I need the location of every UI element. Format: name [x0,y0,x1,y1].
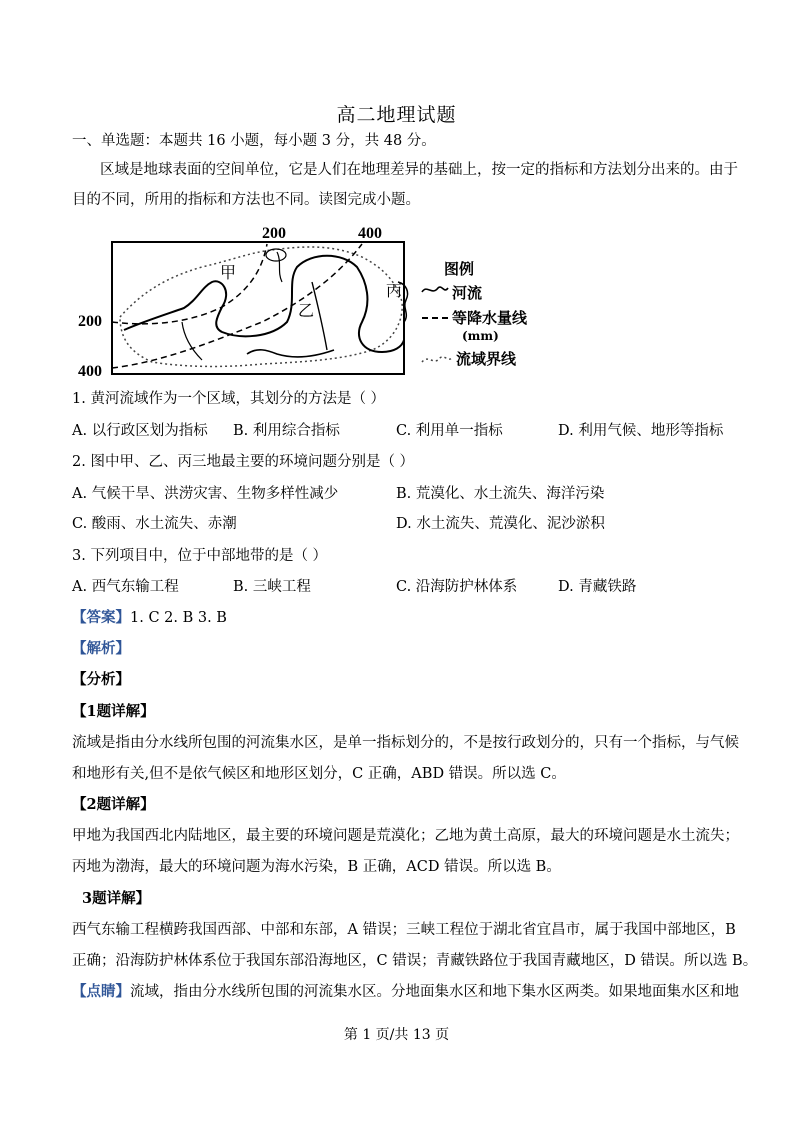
answer-label: 【答案】 [72,609,130,626]
legend-isohyet-label: 等降水量线 [452,309,528,327]
q3-option-c: C. 沿海防护林体系 [396,579,518,595]
yellow-river [124,256,404,352]
yellow-river-basin-map [72,222,542,384]
map-frame [112,242,404,374]
tributary-north [277,252,282,282]
answer-text: 1. C 2. B 3. B [130,610,227,626]
detail-1-line-2: 和地形有关,但不是依气候区和地形区划分，C 正确，ABD 错误。所以选 C。 [72,766,566,782]
question-2-stem: 2. 图中甲、乙、丙三地最主要的环境问题分别是（ ） [72,454,415,470]
q1-option-c: C. 利用单一指标 [396,423,503,439]
legend-boundary-icon [422,357,452,362]
isohyet-label-top-400: 400 [358,225,382,242]
q2-option-c: C. 酸雨、水土流失、赤潮 [72,516,237,532]
tributary-fen [312,282,327,350]
detail-2-line-1: 甲地为我国西北内陆地区，最主要的环境问题是荒漠化；乙地为黄土高原，最大的环境问题是水土流失； [72,828,739,844]
tip-row [72,982,739,1002]
detail-1-line-1: 流域是指由分水线所包围的河流集水区，是单一指标划分的，不是按行政划分的，只有一个指标，与气候 [72,735,739,751]
isohyet-label-top-200: 200 [262,225,286,242]
question-3-stem: 3. 下列项目中，位于中部地带的是（ ） [72,548,328,564]
detail-1-label: 【1题详解】 [72,703,155,720]
section-heading: 一、单选题：本题共 16 小题，每小题 3 分，共 48 分。 [72,133,436,149]
tributary-tao [182,322,202,360]
detail-3-line-1: 西气东输工程横跨我国西部、中部和东部，A 错误；三峡工程位于湖北省宜昌市，属于我国中部地区，B [72,922,736,938]
q1-option-d: D. 利用气候、地形等指标 [558,423,724,439]
place-label-jia: 甲 [220,263,237,282]
q2-option-d: D. 水土流失、荒漠化、泥沙淤积 [396,516,605,532]
legend-river-label: 河流 [452,284,483,302]
legend-title: 图例 [444,260,475,278]
intro-line-1: 区域是地球表面的空间单位，它是人们在地理差异的基础上，按一定的指标和方法划分出来的。由于 [100,162,738,178]
detail-3-label: 3题详解】 [82,890,151,907]
detail-3-line-2: 正确；沿海防护林体系位于我国东部沿海地区，C 错误；青藏铁路位于我国青藏地区，D 错误。所以选 B。 [72,953,758,969]
analysis-label: 【解析】 [72,640,130,657]
tributary-wei [247,350,334,357]
detail-2-line-2: 丙地为渤海，最大的环境问题为海水污染，B 正确，ACD 错误。所以选 B。 [72,859,561,875]
intro-line-2: 目的不同，所用的指标和方法也不同。读图完成小题。 [72,192,420,208]
q2-option-b: B. 荒漠化、水土流失、海洋污染 [396,486,605,502]
isohyet-label-left-400: 400 [78,363,102,380]
question-1-stem: 1. 黄河流域作为一个区域，其划分的方法是（ ） [72,391,386,407]
tip-text: 流域，指由分水线所包围的河流集水区。分地面集水区和地下集水区两类。如果地面集水区和地 [130,984,739,1000]
page-title: 高二地理试题 [336,104,457,126]
q3-option-a: A. 西气东输工程 [72,579,179,595]
place-label-bing: 丙 [386,281,403,300]
legend-unit: (mm) [462,329,499,343]
isohyet-400 [112,244,362,368]
isohyet-label-left-200: 200 [78,313,102,330]
bend-loop [266,249,286,261]
q3-option-d: D. 青藏铁路 [558,579,637,595]
fenxi-label: 【分析】 [72,671,130,688]
answer-row [72,608,227,628]
legend-boundary-label: 流域界线 [456,350,517,368]
q2-option-a: A. 气候干旱、洪涝灾害、生物多样性减少 [72,486,339,502]
tip-label: 【点睛】 [72,983,130,1000]
legend-river-icon [422,287,448,292]
place-label-yi: 乙 [298,301,315,320]
detail-2-label: 【2题详解】 [72,796,155,813]
q1-option-b: B. 利用综合指标 [233,423,340,439]
page-footer: 第 1 页/共 13 页 [343,1027,450,1043]
q3-option-b: B. 三峡工程 [233,579,311,595]
q1-option-a: A. 以行政区划为指标 [72,423,208,439]
